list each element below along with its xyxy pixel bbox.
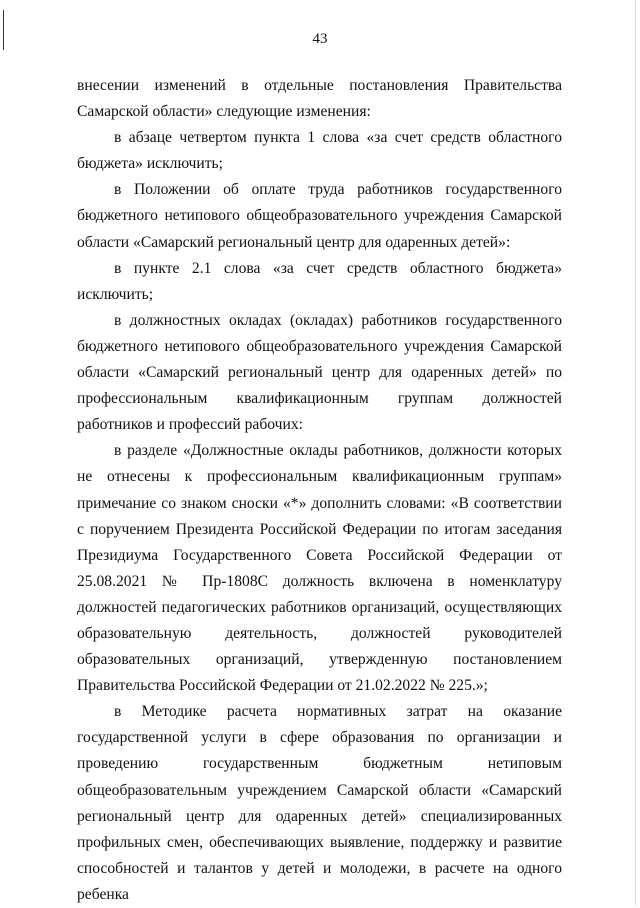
page-number: 43 bbox=[312, 31, 328, 47]
paragraph-metodika: в Методике расчета нормативных затрат на оказание государственной услуги в сфере образования по организации и проведению государственным бюджетным нетиповым общеобразовательным учреждением Самарской области «Самарский региональный центр для одаренных детей» специализированных профильных смен, обеспечивающих выявление, поддержку и развитие способностей и талантов у детей и молодежи, в расчете на одного ребенка bbox=[77, 703, 562, 903]
paragraph-punkt-2-1: в пункте 2.1 слова «за счет средств областного бюджета» исключить; bbox=[77, 259, 562, 303]
page-edge-line bbox=[635, 0, 636, 905]
paragraph-razdel: в разделе «Должностные оклады работников, должности которых не отнесены к профессиональным квалификационным группам» примечание со знаком сноски «*» дополнить словами: «В соответствии с поручением Президента Российской Федерации по итогам заседания Президиума Государственного Совета Российской Федерации от 25.08.2021 № Пр-1808С должность включена в номенклатуру должностей педагогических работников организаций, осуществляющих образовательную деятельность, должностей руководителей образовательных организаций, утвержденную постановлением Правительства Российской Федерации от 21.02.2022 № 225.»; bbox=[77, 442, 562, 695]
paragraph-oklady: в должностных окладах (окладах) работников государственного бюджетного нетипового общеобразовательного учреждения Самарской области «Самарский региональный центр для одаренных детей» по профессиональным квалификационным группам должностей работников и профессий рабочих: bbox=[77, 311, 562, 434]
paragraph-abzac: в абзаце четвертом пункта 1 слова «за счет средств областного бюджета» исключить; bbox=[77, 129, 562, 173]
paragraph-polozhenie: в Положении об оплате труда работников государственного бюджетного нетипового общеобразовательного учреждения Самарской области «Самарский региональный центр для одаренных детей»: bbox=[77, 181, 562, 251]
paragraph-continuation: внесении изменений в отдельные постановления Правительства Самарской области» следующие изменения: bbox=[77, 77, 562, 121]
document-body bbox=[77, 73, 562, 908]
